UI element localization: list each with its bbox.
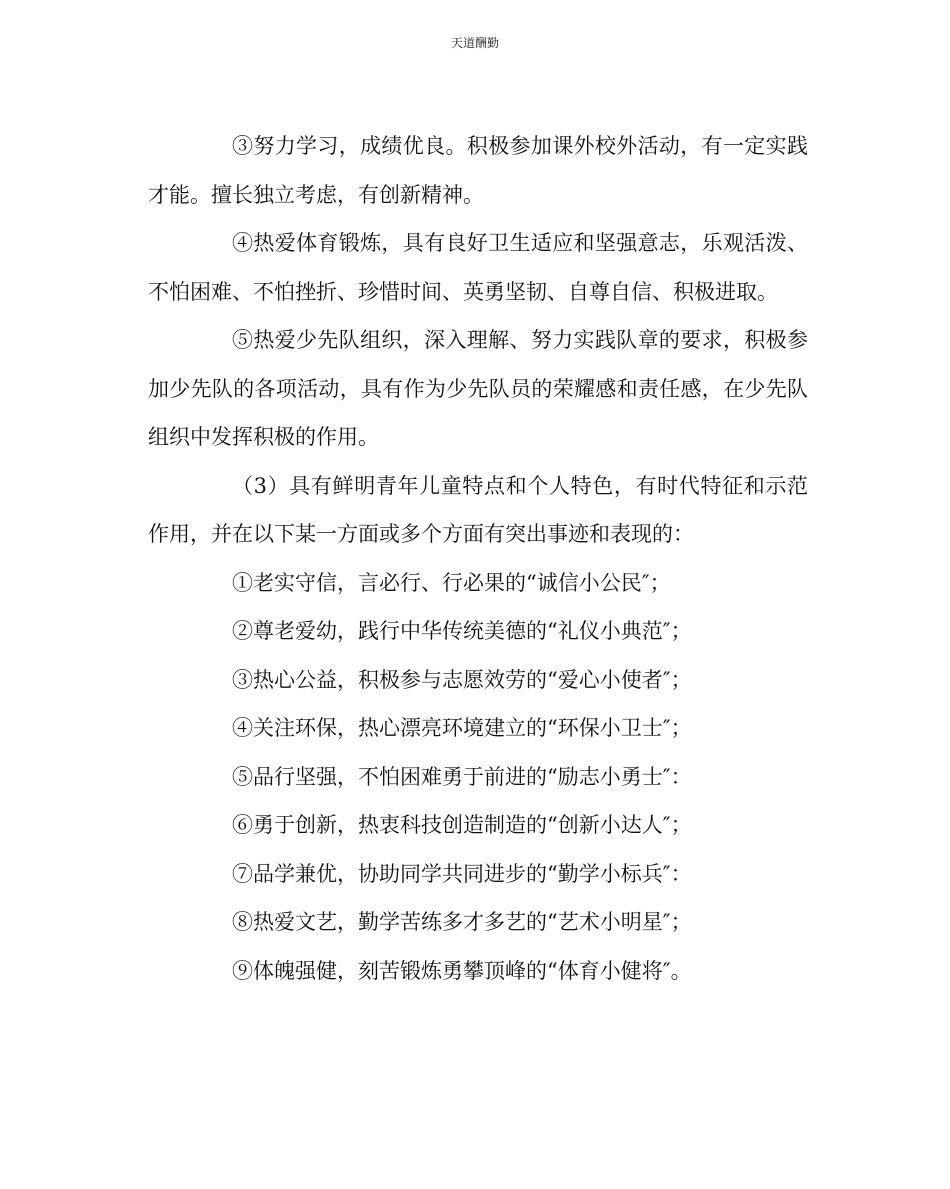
paragraph-3: ③努力学习，成绩优良。积极参加课外校外活动，有一定实践才能。擅长独立考虑，有创新精神。 bbox=[148, 134, 808, 207]
list-item: ②尊老爱幼，践行中华传统美德的“礼仪小典范″； bbox=[232, 619, 692, 643]
list-item: ⑤品行坚强，不怕困难勇于前进的“励志小勇士″： bbox=[232, 764, 692, 789]
section-3-intro: （3）具有鲜明青年儿童特点和个人特色，有时代特征和示范作用，并在以下某一方面或多个方面有突出事迹和表现的： bbox=[148, 473, 808, 546]
list-item: ③热心公益，积极参与志愿效劳的“爱心小使者″； bbox=[232, 667, 692, 692]
paragraph-5: ⑤热爱少先队组织，深入理解、努力实践队章的要求，积极参加少先队的各项活动，具有作为少先队员的荣耀感和责任感，在少先队组织中发挥积极的作用。 bbox=[148, 328, 808, 449]
list-item: ④关注环保，热心漂亮环境建立的“环保小卫士″； bbox=[232, 716, 692, 740]
list-item: ⑨体魄强健，刻苦锻炼勇攀顶峰的“体育小健将″。 bbox=[232, 958, 692, 983]
list-item: ⑧热爱文艺，勤学苦练多才多艺的“艺术小明星″； bbox=[232, 910, 692, 934]
page-header: 天道酬勤 bbox=[450, 36, 499, 50]
document-body bbox=[148, 122, 808, 995]
paragraph-4: ④热爱体育锻炼，具有良好卫生适应和坚强意志，乐观活泼、不怕困难、不怕挫折、珍惜时间、英勇坚韧、自尊自信、积极进取。 bbox=[148, 231, 808, 304]
list-item: ⑦品学兼优，协助同学共同进步的“勤学小标兵″： bbox=[232, 861, 692, 886]
list-item: ①老实守信，言必行、行必果的“诚信小公民″； bbox=[232, 570, 671, 595]
list-item: ⑥勇于创新，热衷科技创造制造的“创新小达人″； bbox=[232, 813, 692, 837]
